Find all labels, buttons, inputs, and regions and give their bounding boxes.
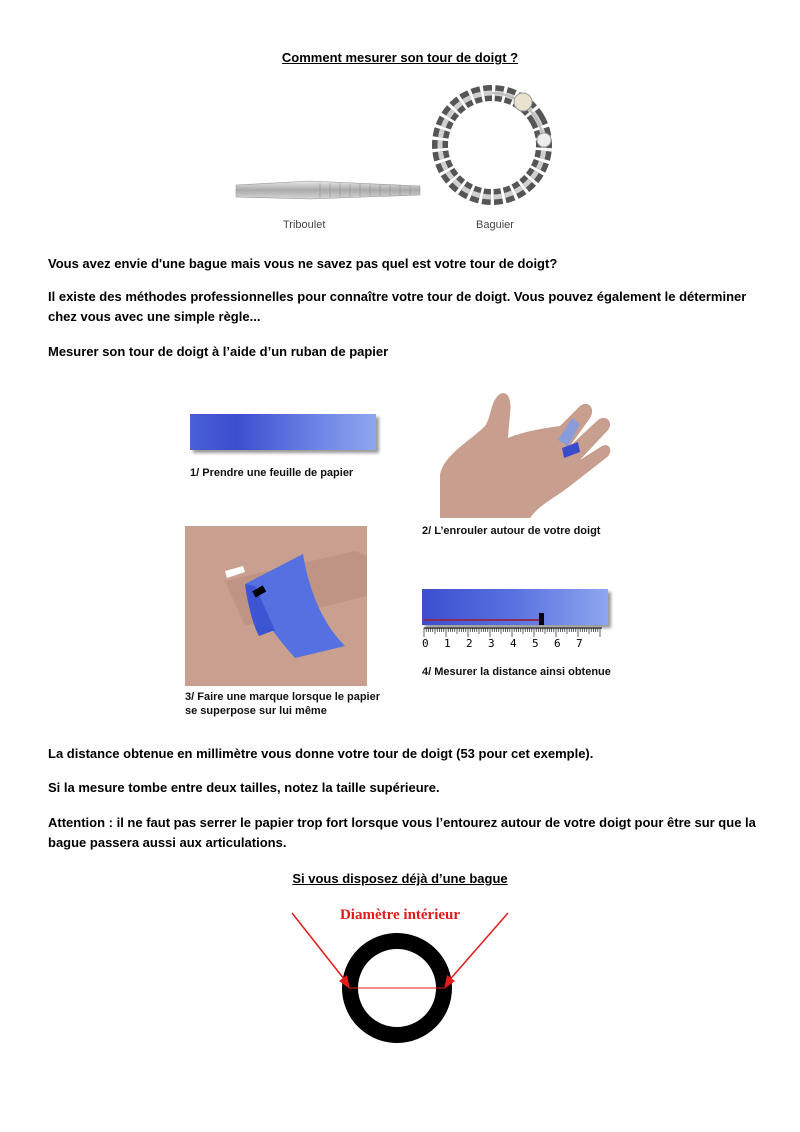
step4-ruler-illustration: [422, 589, 612, 653]
baguier-label: Baguier: [476, 219, 514, 231]
distance-paragraph: La distance obtenue en millimètre vous donne votre tour de doigt (53 pour cet exemple).: [48, 746, 594, 761]
baguier-icon: [421, 85, 563, 216]
ruler-number: 5: [532, 637, 539, 650]
step2-hand-illustration: [430, 386, 630, 518]
hand-svg: [430, 386, 630, 518]
methods-paragraph-line2: chez vous avec une simple règle...: [48, 309, 261, 324]
tools-svg: [230, 85, 570, 235]
warning-paragraph-line2: bague passera aussi aux articulations.: [48, 835, 287, 850]
step1-caption: 1/ Prendre une feuille de papier: [190, 467, 354, 479]
measure-mark: [539, 613, 544, 625]
ruler-number: 3: [488, 637, 495, 650]
ruler-number: 6: [554, 637, 561, 650]
intro-paragraph: Vous avez envie d'une bague mais vous ne savez pas quel est votre tour de doigt?: [48, 256, 558, 271]
ruler-number: 1: [444, 637, 451, 650]
warning-paragraph-line1: Attention : il ne faut pas serrer le papier trop fort lorsque vous l’entourez autour de votre doigt pour être sur que la: [48, 815, 756, 830]
ruler-number: 7: [576, 637, 583, 650]
ruler-numbers: [422, 637, 612, 651]
tools-illustration: [230, 85, 570, 235]
step3-caption-line1: 3/ Faire une marque lorsque le papier: [185, 691, 381, 703]
page-title: Comment mesurer son tour de doigt ?: [281, 50, 519, 65]
measure-line: [424, 619, 542, 621]
ring-section-title: Si vous disposez déjà d’une bague: [292, 871, 508, 886]
methods-paragraph-line1: Il existe des méthodes professionnelles pour connaître votre tour de doigt. Vous pouvez également le déterminer: [48, 289, 747, 304]
ruler-number: 2: [466, 637, 473, 650]
paper-method-heading: Mesurer son tour de doigt à l’aide d’un ruban de papier: [48, 344, 389, 359]
ring-diameter-label: Diamètre intérieur: [339, 907, 461, 923]
wrap-svg: [185, 526, 367, 686]
triboulet-icon: [236, 181, 420, 199]
step2-caption: 2/ L’enrouler autour de votre doigt: [422, 525, 601, 537]
step1-paper-strip: [190, 414, 376, 450]
ring-diagram: [276, 899, 524, 1059]
triboulet-label: Triboulet: [283, 219, 326, 231]
step3-caption-line2: se superpose sur lui même: [185, 705, 327, 717]
ruler-number: 0: [422, 637, 429, 650]
ruler-number: 4: [510, 637, 517, 650]
step3-wrap-illustration: [185, 526, 367, 686]
between-sizes-paragraph: Si la mesure tombe entre deux tailles, notez la taille supérieure.: [48, 780, 440, 795]
step4-caption: 4/ Mesurer la distance ainsi obtenue: [422, 666, 611, 678]
